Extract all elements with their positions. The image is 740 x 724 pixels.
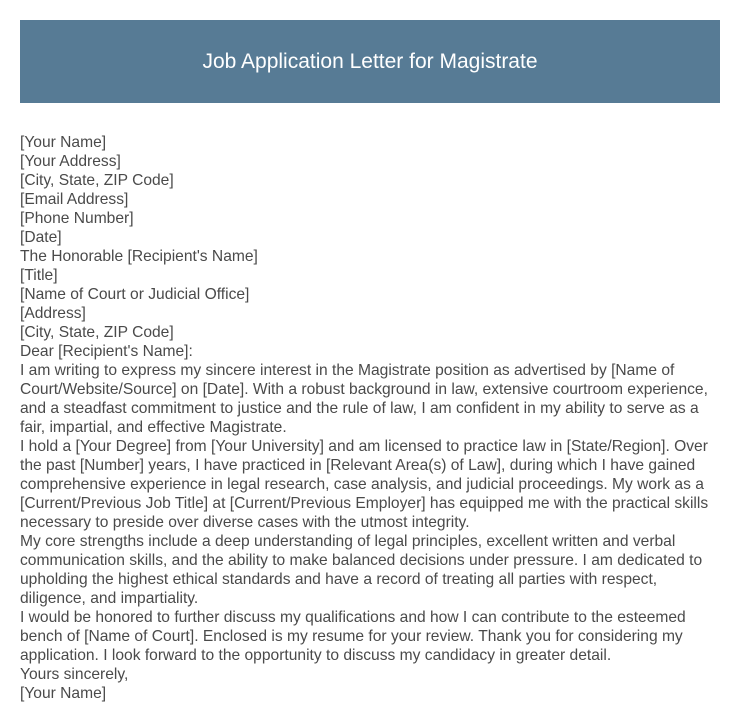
recipient-address: [Address] <box>20 305 86 322</box>
paragraph-intro: I am writing to express my sincere interest in the Magistrate position as advertised by [Name of Court/Website/Source] on [Date]. With a robust background in law, extensive courtroom experience, and a steadfast commitment to justice and the rule of law, I am confident in my ability to serve as a fair, impartial, and effective Magistrate. <box>20 362 708 436</box>
sender-block <box>20 133 720 247</box>
paragraph-closing: I would be honored to further discuss my qualifications and how I can contribute to the esteemed bench of [Name of Court]. Enclosed is my resume for your review. Thank you for considering my application. I look forward to the opportunity to discuss my candidacy in greater detail. <box>20 609 686 664</box>
salutation: Dear [Recipient's Name]: <box>20 343 193 360</box>
closing: Yours sincerely, <box>20 666 129 683</box>
signature: [Your Name] <box>20 685 107 702</box>
page-title: Job Application Letter for Magistrate <box>202 49 538 73</box>
paragraph-background: I hold a [Your Degree] from [Your University] and am licensed to practice law in [State/Region]. Over the past [Number] years, I have practiced in [Relevant Area(s) of Law], during which I have gained comprehensive experience in legal research, case analysis, and judicial proceedings. My work as a [Current/Previous Job Title] at [Current/Previous Employer] has equipped me with the practical skills necessary to preside over diverse cases with the utmost integrity. <box>20 438 709 531</box>
sender-city-state-zip: [City, State, ZIP Code] <box>20 172 174 189</box>
paragraph-strengths: My core strengths include a deep understanding of legal principles, excellent written and verbal communication skills, and the ability to make balanced decisions under pressure. I am dedicated to upholding the highest ethical standards and have a record of treating all parties with respect, diligence, and impartiality. <box>20 533 703 607</box>
recipient-block <box>20 247 720 342</box>
sender-name: [Your Name] <box>20 134 107 151</box>
recipient-title: [Title] <box>20 267 58 284</box>
sender-address: [Your Address] <box>20 153 121 170</box>
sender-email: [Email Address] <box>20 191 129 208</box>
title-banner <box>20 20 720 103</box>
recipient-court: [Name of Court or Judicial Office] <box>20 286 250 303</box>
letter-body <box>20 133 720 703</box>
sender-phone: [Phone Number] <box>20 210 134 227</box>
recipient-name: The Honorable [Recipient's Name] <box>20 248 258 265</box>
recipient-city-state-zip: [City, State, ZIP Code] <box>20 324 174 341</box>
letter-date: [Date] <box>20 229 62 246</box>
